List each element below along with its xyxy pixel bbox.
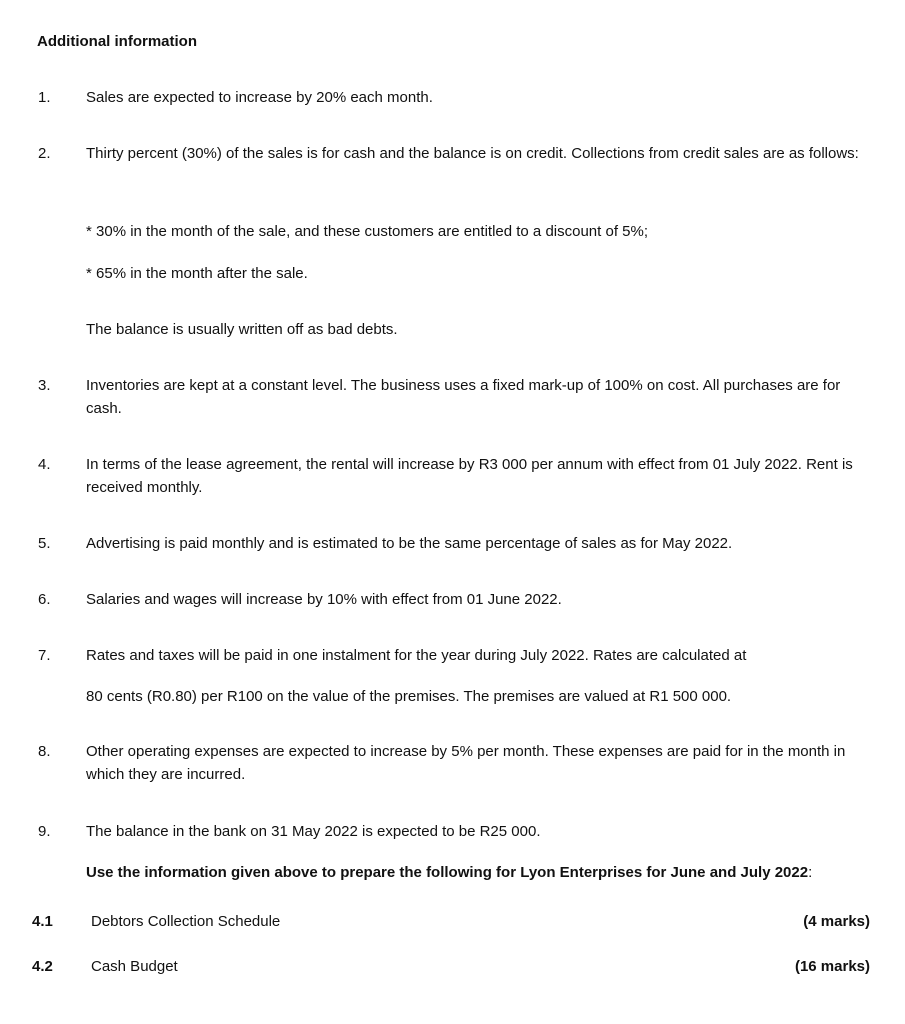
item-text: Sales are expected to increase by 20% each month. (86, 89, 433, 106)
section-heading: Additional information (37, 33, 197, 50)
item-number: 2. (38, 145, 51, 162)
item-number: 3. (38, 377, 51, 394)
item-text: In terms of the lease agreement, the rental will increase by R3 000 per annum with effect from 01 July 2022. Rent is received monthly. (86, 456, 853, 496)
item-text: Rates and taxes will be paid in one instalment for the year during July 2022. Rates are calculated at (86, 647, 747, 664)
item-text: Salaries and wages will increase by 10% with effect from 01 June 2022. (86, 591, 562, 608)
item-number: 6. (38, 591, 51, 608)
question-label: Cash Budget (91, 958, 178, 975)
instruction-text: Use the information given above to prepare the following for Lyon Enterprises for June and July 2022 (86, 864, 809, 881)
bullet-point: * 65% in the month after the sale. (86, 265, 308, 282)
question-marks: (16 marks) (794, 958, 870, 975)
item-number: 8. (38, 743, 51, 760)
item-text: Other operating expenses are expected to increase by 5% per month. These expenses are paid for in the month in which they are incurred. (86, 743, 846, 783)
item-text: Thirty percent (30%) of the sales is for cash and the balance is on credit. Collections from credit sales are as follows: (86, 145, 859, 162)
bullet-point: * 30% in the month of the sale, and these customers are entitled to a discount of 5%; (86, 223, 649, 240)
instruction-colon: : (808, 864, 813, 881)
item-number: 9. (38, 823, 51, 840)
item-text-continued: 80 cents (R0.80) per R100 on the value of the premises. The premises are valued at R1 500 000. (86, 688, 732, 705)
item-number: 5. (38, 535, 51, 552)
question-number: 4.2 (32, 958, 53, 975)
item-number: 1. (38, 89, 51, 106)
question-label: Debtors Collection Schedule (91, 913, 281, 930)
item-text: Inventories are kept at a constant level. The business uses a fixed mark-up of 100% on cost. All purchases are for cash. (86, 377, 841, 417)
question-number: 4.1 (32, 913, 53, 930)
balance-note: The balance is usually written off as bad debts. (86, 321, 398, 338)
item-number: 7. (38, 647, 51, 664)
item-text: The balance in the bank on 31 May 2022 is expected to be R25 000. (86, 823, 541, 840)
question-marks: (4 marks) (803, 913, 870, 930)
item-number: 4. (38, 456, 51, 473)
instruction (86, 861, 876, 884)
item-text: Advertising is paid monthly and is estimated to be the same percentage of sales as for May 2022. (86, 535, 733, 552)
